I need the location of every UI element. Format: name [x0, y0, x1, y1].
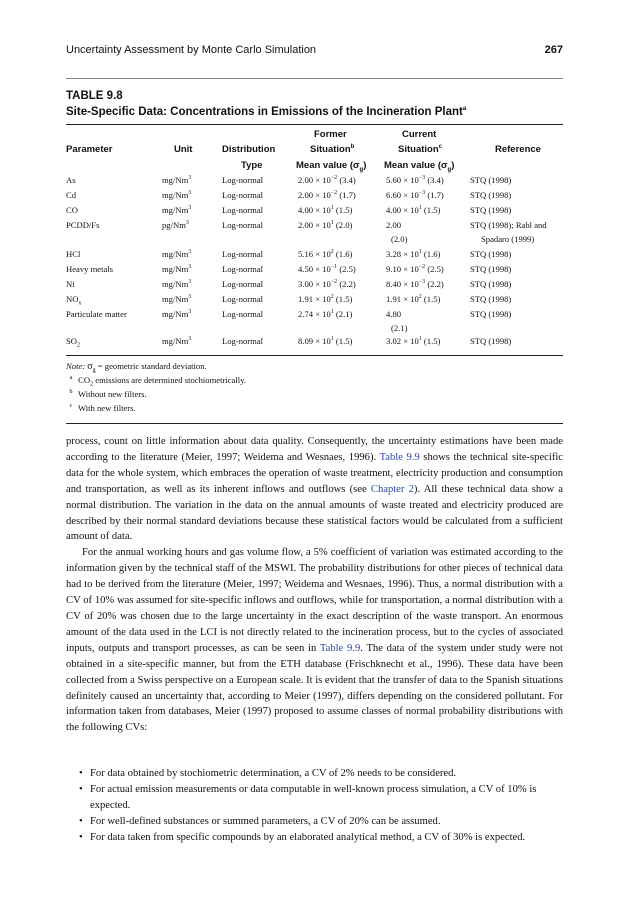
p2-text-a: For the annual working hours and gas volume flow, a 5% coefficient of variation was estimated according to the information given by the technical staff of the MSWI. The probability distributions for other pieces of technical data had to be derived from the literature (Meier, 1997; Weidema and Wesnaes, 1996). Thus, a normal distribution with a CV of 10% was assumed for site-specific inflows and outflows, while for transportation, a normal distribution with a CV of 20% was chosen due to the large uncertainty in the exact description of the waste transport. An enormous amount of the data used in the LCI is not directly related to the incineration process, but to the cycles of associated inputs, outputs and transport processes, as can be seen in	[66, 547, 563, 654]
type-text: Log-normal	[222, 309, 264, 319]
current-mantissa: 5.60 × 10	[386, 175, 419, 185]
reference-text: STQ (1998); Rabl and	[470, 220, 547, 230]
current-mantissa: 8.40 × 10	[386, 279, 419, 289]
former-exponent: 1	[330, 336, 334, 343]
unit-text: mg/Nm	[162, 190, 189, 200]
cell-parameter	[66, 190, 76, 200]
unit-text: mg/Nm	[162, 205, 189, 215]
former-sigma: (1.5)	[333, 336, 353, 346]
cell-unit	[162, 336, 191, 346]
former-mantissa: 4.50 × 10	[298, 264, 331, 274]
current-exponent: 2	[418, 294, 422, 301]
cell-unit	[162, 190, 191, 200]
cell-distribution-type	[222, 264, 263, 274]
footnote-c: $^c$ With new filters.	[69, 403, 136, 413]
current-sigma: (1.6)	[421, 249, 441, 259]
cell-reference	[470, 309, 511, 319]
unit-text: pg/Nm	[162, 220, 186, 230]
type-text: Log-normal	[222, 220, 264, 230]
cell-reference	[470, 264, 511, 274]
cell-current-value	[386, 294, 440, 304]
p1-text-b: shows the technical site-specific data for the whole system, which embraces the operation of waste treatment, electricity production and consumption and transportation, as well as its inherent inflows and outflows (see	[66, 451, 563, 495]
cell-parameter	[66, 309, 127, 319]
current-mantissa: 9.10 × 10	[386, 264, 419, 274]
footnote-a-text-1: CO	[78, 375, 91, 385]
cell-distribution-type	[222, 336, 263, 346]
cell-former-value	[298, 336, 352, 346]
current-value-text: 2.00	[386, 220, 402, 230]
cell-reference	[470, 249, 511, 259]
bullet-text: For data taken from specific compounds by an elaborated analytical method, a CV of 30% is expected.	[90, 831, 526, 843]
cell-reference	[470, 205, 511, 215]
former-sigma: (2.1)	[333, 309, 353, 319]
current-exponent: −3	[418, 190, 426, 197]
cell-current-value	[386, 309, 401, 319]
reference-text: STQ (1998)	[470, 175, 512, 185]
current-mantissa: 1.91 × 10	[386, 294, 419, 304]
note-sigma-sub: g	[92, 367, 96, 374]
current-exponent: −2	[418, 264, 426, 271]
cell-current-value	[386, 336, 440, 346]
p1-text-a: process, count on little information about data quality. Consequently, the uncertainty estimations have been made according to the literature (Meier, 1997; Weidema and Wesnaes, 1996).	[66, 436, 563, 463]
reference-text: STQ (1998)	[470, 190, 512, 200]
former-sigma: (2.5)	[337, 264, 356, 274]
unit-text: mg/Nm	[162, 336, 189, 346]
cell-reference	[470, 190, 511, 200]
unit-exp: 3	[188, 279, 192, 286]
cell-parameter	[66, 205, 78, 215]
col-header-former-line1: Former	[314, 129, 347, 140]
former-mantissa: 3.00 × 10	[298, 279, 331, 289]
former-mantissa: 2.00 × 10	[298, 175, 331, 185]
col-header-current-text: Situation	[398, 144, 439, 155]
type-text: Log-normal	[222, 279, 264, 289]
cell-reference	[470, 294, 511, 304]
cell-unit	[162, 264, 191, 274]
current-mean-close: )	[451, 160, 455, 171]
type-text: Log-normal	[222, 175, 264, 185]
note-text: = geometric standard deviation.	[95, 361, 207, 371]
former-mantissa: 2.74 × 10	[298, 309, 331, 319]
unit-text: mg/Nm	[162, 249, 189, 259]
cell-unit	[162, 175, 191, 185]
former-exponent: 2	[330, 294, 334, 301]
cell-former-value	[298, 264, 356, 274]
table-rule-middle	[66, 355, 563, 356]
cell-parameter	[66, 249, 80, 259]
table-rule-top	[66, 124, 563, 125]
col-subheader-type: Type	[241, 160, 263, 171]
note-label: Note:	[66, 361, 86, 371]
cell-current-value	[386, 264, 444, 274]
cell-distribution-type	[222, 249, 263, 259]
cell-parameter	[66, 336, 80, 349]
cell-reference	[470, 336, 511, 346]
current-sigma: (2.5)	[425, 264, 444, 274]
current-exponent: 1	[418, 336, 422, 343]
current-mean-sub: g	[447, 166, 452, 173]
parameter-sub: x	[78, 300, 82, 307]
unit-exp: 3	[188, 264, 192, 271]
parameter-text: Ni	[66, 279, 75, 289]
bullet-icon: •	[79, 783, 83, 795]
col-subheader-former-mean	[296, 160, 366, 171]
bullet-icon: •	[79, 831, 83, 843]
col-header-current-line2	[398, 144, 442, 155]
cell-current-value	[386, 279, 444, 289]
body-text	[66, 434, 563, 736]
cell-former-value	[298, 205, 352, 215]
p2-text-b: . The data of the system under study were not obtained in a site-specific manner, but from the ETH database (Frischknecht et al., 1996). These data have been collected from a Swiss perspective on a European scale. It is evident that the transfer of data to the Spanish situations definitely caused an uncertainty that, according to Meier (1997), differs depending on the considered pollutant. For information taken from databases, Meier (1997) proposed to assume classes of normal probability distributions with the following CVs:	[66, 642, 563, 734]
cell-unit	[162, 279, 191, 289]
former-mantissa: 2.00 × 10	[298, 220, 331, 230]
footnote-b: $^b$ Without new filters.	[69, 389, 147, 399]
bullet-item	[66, 814, 563, 830]
cell-parameter	[66, 279, 75, 289]
type-text: Log-normal	[222, 294, 264, 304]
former-exponent: −2	[330, 190, 338, 197]
current-mantissa: 3.02 × 10	[386, 336, 419, 346]
footnote-b-text: Without new filters.	[78, 389, 147, 399]
current-exponent: 1	[418, 249, 422, 256]
cell-parameter	[66, 175, 76, 185]
former-sigma: (2.0)	[333, 220, 353, 230]
cell-parameter	[66, 264, 113, 274]
unit-text: mg/Nm	[162, 279, 189, 289]
col-header-reference: Reference	[495, 144, 541, 155]
cell-former-value	[298, 190, 356, 200]
cell-distribution-type	[222, 220, 263, 230]
cell-parameter	[66, 294, 82, 307]
current-mantissa: 3.28 × 10	[386, 249, 419, 259]
current-sigma: (1.7)	[425, 190, 444, 200]
current-mean-label: Mean value (σ	[384, 160, 448, 171]
reference-text: STQ (1998)	[470, 336, 512, 346]
cell-reference-line2	[481, 234, 534, 244]
type-text: Log-normal	[222, 336, 264, 346]
parameter-text: CO	[66, 205, 78, 215]
former-mantissa: 2.00 × 10	[298, 190, 331, 200]
parameter-text: HCl	[66, 249, 81, 259]
parameter-text: Particulate matter	[66, 309, 127, 319]
current-sigma-text: (2.0)	[391, 234, 408, 244]
former-exponent: −2	[330, 279, 338, 286]
note-sigma: σ	[87, 361, 93, 372]
cell-current-value	[386, 190, 444, 200]
cell-unit	[162, 309, 191, 319]
running-head	[66, 44, 563, 62]
page-number: 267	[544, 44, 563, 56]
cell-current-sigma	[391, 323, 407, 333]
col-header-former-line2	[310, 144, 354, 155]
former-mantissa: 8.09 × 10	[298, 336, 331, 346]
col-header-distribution: Distribution	[222, 144, 276, 155]
cell-distribution-type	[222, 205, 263, 215]
unit-exp: 3	[188, 205, 192, 212]
reference-text: STQ (1998)	[470, 205, 512, 215]
cell-former-value	[298, 220, 352, 230]
cell-distribution-type	[222, 279, 263, 289]
reference-text: STQ (1998)	[470, 294, 512, 304]
type-text: Log-normal	[222, 249, 264, 259]
reference-text: STQ (1998)	[470, 264, 512, 274]
current-exponent: −3	[418, 279, 426, 286]
current-sigma: (1.5)	[421, 336, 441, 346]
cell-reference	[470, 279, 511, 289]
cell-unit	[162, 205, 191, 215]
cell-former-value	[298, 249, 352, 259]
current-sigma: (1.5)	[421, 205, 441, 215]
parameter-text: As	[66, 175, 76, 185]
cell-former-value	[298, 175, 356, 185]
former-exponent: 2	[330, 249, 334, 256]
cell-distribution-type	[222, 190, 263, 200]
bullet-icon: •	[79, 768, 83, 779]
type-text: Log-normal	[222, 190, 264, 200]
former-sigma: (1.5)	[333, 205, 353, 215]
current-sigma: (3.4)	[425, 175, 444, 185]
table-title-text: Site-Specific Data: Concentrations in Emissions of the Incineration Plant	[66, 106, 463, 118]
cell-former-value	[298, 279, 356, 289]
col-subheader-current-mean	[384, 160, 454, 171]
unit-exp: 3	[188, 249, 192, 256]
parameter-text: Heavy metals	[66, 264, 114, 274]
unit-exp: 3	[188, 336, 192, 343]
footnote-c-text: With new filters.	[78, 403, 136, 413]
reference-text-2: Spadaro (1999)	[481, 234, 535, 244]
former-exponent: −1	[330, 264, 338, 271]
footnote-a: $^a$ $CO_2$ emissions are determined stochiometrically.	[69, 375, 247, 388]
table-9-9-link-2[interactable]: Table 9.9	[319, 642, 361, 654]
cell-current-sigma	[391, 234, 407, 244]
table-9-9-link[interactable]: Table 9.9	[379, 451, 420, 463]
unit-exp: 3	[188, 190, 192, 197]
current-value-text: 4.80	[386, 309, 402, 319]
type-text: Log-normal	[222, 264, 264, 274]
parameter-text: SO	[66, 336, 77, 346]
former-exponent: 1	[330, 309, 334, 316]
bullet-item	[66, 830, 563, 846]
former-sigma: (1.7)	[337, 190, 356, 200]
parameter-text: Cd	[66, 190, 77, 200]
paragraph-1	[66, 434, 563, 545]
table-title	[66, 106, 466, 118]
table-title-footnote-mark: a	[462, 106, 467, 113]
reference-text: STQ (1998)	[470, 279, 512, 289]
reference-text: STQ (1998)	[470, 309, 512, 319]
p1-text-c: ). All these technical data show a normal distribution. The variation in the data on the annual amounts of waste treated and electricity produced are described by their normal standard deviations because these statistical factors would be calculated from a sufficient amount of data.	[66, 483, 564, 543]
current-mantissa: 4.00 × 10	[386, 205, 419, 215]
cell-current-value	[386, 205, 440, 215]
bullet-text: For well-defined substances or summed parameters, a CV of 20% can be assumed.	[90, 815, 441, 827]
current-exponent: 1	[418, 205, 422, 212]
unit-exp: 3	[185, 220, 189, 227]
unit-text: mg/Nm	[162, 175, 189, 185]
cell-current-value	[386, 249, 440, 259]
unit-exp: 3	[188, 309, 192, 316]
cell-reference	[470, 220, 547, 230]
unit-text: mg/Nm	[162, 264, 189, 274]
former-footnote-mark: b	[350, 143, 355, 150]
cell-unit	[162, 294, 191, 304]
bullet-item	[66, 766, 563, 782]
cell-parameter	[66, 220, 99, 230]
col-header-former-text: Situation	[310, 144, 351, 155]
former-sigma: (2.2)	[337, 279, 356, 289]
bullet-icon: •	[79, 815, 83, 827]
chapter-2-link[interactable]: Chapter 2	[370, 483, 414, 495]
parameter-text: NO	[66, 294, 79, 304]
former-mantissa: 4.00 × 10	[298, 205, 331, 215]
cell-distribution-type	[222, 294, 263, 304]
reference-text: STQ (1998)	[470, 249, 512, 259]
table-note	[66, 361, 207, 372]
paragraph-2	[66, 545, 563, 736]
footnote-a-sub: 2	[90, 381, 94, 388]
cell-distribution-type	[222, 175, 263, 185]
col-header-current-line1: Current	[402, 129, 437, 140]
former-mantissa: 5.16 × 10	[298, 249, 331, 259]
cell-former-value	[298, 309, 352, 319]
former-exponent: 1	[330, 205, 334, 212]
cell-current-value	[386, 220, 401, 230]
cell-unit	[162, 220, 189, 230]
table-rule-bottom	[66, 423, 563, 424]
cell-reference	[470, 175, 511, 185]
bullet-text: For data obtained by stochiometric determination, a CV of 2% needs to be considered.	[90, 768, 457, 779]
former-sigma: (1.6)	[333, 249, 353, 259]
table-label: TABLE 9.8	[66, 90, 123, 102]
running-title: Uncertainty Assessment by Monte Carlo Simulation	[66, 44, 317, 56]
cell-unit	[162, 249, 191, 259]
header-rule	[66, 78, 563, 79]
cell-current-value	[386, 175, 444, 185]
former-sigma: (3.4)	[337, 175, 356, 185]
unit-text: mg/Nm	[162, 309, 189, 319]
current-sigma: (1.5)	[421, 294, 441, 304]
current-exponent: −3	[418, 175, 426, 182]
parameter-text: PCDD/Fs	[66, 220, 100, 230]
current-sigma: (2.2)	[425, 279, 444, 289]
cell-distribution-type	[222, 309, 263, 319]
former-mantissa: 1.91 × 10	[298, 294, 331, 304]
current-sigma-text: (2.1)	[391, 323, 408, 333]
bullet-list	[66, 766, 563, 846]
current-mantissa: 6.60 × 10	[386, 190, 419, 200]
bullet-item	[66, 782, 563, 814]
unit-text: mg/Nm	[162, 294, 189, 304]
unit-exp: 3	[188, 294, 192, 301]
current-footnote-mark: c	[438, 143, 442, 150]
former-mean-label: Mean value (σ	[296, 160, 360, 171]
col-header-unit: Unit	[174, 144, 193, 155]
former-mean-close: )	[363, 160, 367, 171]
unit-exp: 3	[188, 175, 192, 182]
bullet-text: For actual emission measurements or data computable in well-known process simulation, a CV of 10% is expected.	[90, 783, 537, 811]
col-header-parameter: Parameter	[66, 144, 113, 155]
former-mean-sub: g	[359, 166, 364, 173]
former-exponent: 1	[330, 220, 334, 227]
parameter-sub: 2	[77, 342, 80, 349]
former-sigma: (1.5)	[333, 294, 353, 304]
cell-former-value	[298, 294, 352, 304]
former-exponent: −2	[330, 175, 338, 182]
type-text: Log-normal	[222, 205, 264, 215]
footnote-a-text-2: emissions are determined stochiometrically.	[93, 375, 247, 385]
